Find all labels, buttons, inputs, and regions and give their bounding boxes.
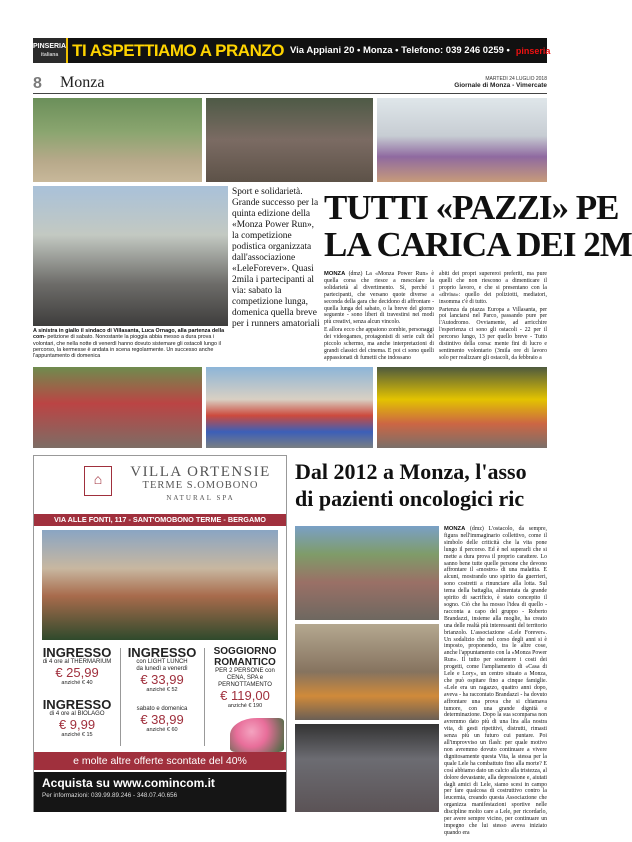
offer-biolago <box>38 698 116 739</box>
ad-brand <box>118 464 283 504</box>
villa-logo-icon: ⌂ <box>84 466 112 496</box>
villa-ortensie-ad[interactable] <box>33 455 287 812</box>
offer-days: da lunedì a venerdì <box>136 666 188 672</box>
offer-title: INGRESSO <box>42 645 112 660</box>
brand-tagline: NATURAL SPA <box>166 494 235 502</box>
headline-line-2: LA CARICA DEI 2M <box>324 225 632 264</box>
offer-light-lunch <box>122 646 202 694</box>
photo-costume-group <box>377 98 547 182</box>
photo-costumed-runners <box>206 98 373 182</box>
offer-sub: con LIGHT LUNCH <box>136 659 188 665</box>
offer-romantic-stay <box>206 646 284 710</box>
brand-subname: TERME S.OMOBONO <box>142 480 259 491</box>
section-title: Monza <box>60 74 105 91</box>
article-body-col-2 <box>439 271 547 361</box>
offer-note: anziché € 190 <box>227 703 263 709</box>
offer-divider <box>204 648 205 746</box>
page-number: 8 <box>33 75 42 92</box>
masthead <box>454 76 547 89</box>
offer-note: anziché € 15 <box>61 732 93 738</box>
banner-contact-info: Via Appiani 20 • Monza • Telefono: 039 246 0259 • <box>289 45 510 56</box>
pinseria-logo <box>33 38 68 63</box>
headline-line-1: TUTTI «PAZZI» PE <box>324 188 619 227</box>
article-headline <box>324 188 632 271</box>
offer-price: € 38,99 <box>140 712 184 727</box>
caption-bold: A sinistra in giallo il sindaco di Villasanta, Luca Ornago, alla partenza della com- <box>33 328 225 341</box>
offer-price: € 33,99 <box>140 672 184 687</box>
offer-price: € 9,99 <box>58 717 96 732</box>
issue-date: MARTEDI 24 LUGLIO 2018 <box>485 76 547 82</box>
ad-footer <box>34 772 286 812</box>
offer-sub: di 4 ore al BIOLAGO <box>49 711 105 717</box>
more-offers-banner: e molte altre offerte scontate del 40% <box>34 752 286 770</box>
headline2-line-2: di pazienti oncologici ric <box>295 486 525 511</box>
offer-price: € 119,00 <box>220 688 270 703</box>
photo-costume-runners <box>295 624 439 720</box>
offer-days: sabato e domenica <box>136 706 188 712</box>
offer-title: SOGGIORNO ROMANTICO <box>213 646 277 668</box>
photo-runners-street <box>33 367 202 448</box>
flowers-image <box>230 718 284 752</box>
offer-price: € 25,99 <box>55 665 99 680</box>
brand-name: VILLA ORTENSIE <box>130 464 271 480</box>
offer-title: INGRESSO <box>127 645 197 660</box>
offer-weekend <box>122 706 202 734</box>
offer-sub: di 4 ore al THERMARIUM <box>42 659 112 665</box>
caption-text: petizione di sabato. Nonostante la pioggia abbia messo a dura prova i volontari, che nella notte di venerdì hanno dovuto sistemare gli ostacoli lungo il percorso, la kermesse è andata in scena regolarmente. Un successo anche l'appuntamento di domenica <box>33 334 221 360</box>
headline2-line-1: Dal 2012 a Monza, l'asso <box>295 459 527 484</box>
top-banner-ad[interactable] <box>33 38 590 63</box>
banner-headline: TI ASPETTIAMO A PRANZO <box>72 40 284 60</box>
ad-contact: Per informazioni: 039.99.89.246 - 348.07.40.656 <box>42 792 178 799</box>
body-para-3: abiti dei propri supereroi preferiti, ma pure quelli che non riescono a dimenticare il proprio lavoro, e che si presentano con la «divisa»: quello dei poliziotti, mediatori, insomma c'è di tutto. <box>439 271 547 305</box>
villa-photo <box>42 530 278 640</box>
article-summary: Sport e solidarietà. Grande successo per la quinta edizione della «Monza Power Run», la competizione podistica organizzata dall'associazione «LeleForever». Quasi 2mila i partecipanti al via: sabato la competizione lunga, domenica quella breve per i runners amatoriali <box>232 187 320 329</box>
header-divider <box>33 93 547 94</box>
photo-inflatable-obstacle <box>206 367 373 448</box>
ad-address: VIA ALLE FONTI, 117 - SANT'OMOBONO TERME - BERGAMO <box>34 514 286 526</box>
body-para-2: E allora ecco che appaiono zombie, personaggi dei videogames, protagonisti di serie cult del piccolo schermo, ma anche interpretazioni di grandi classici del cinema. E poi ci sono quelli appassionati di fumetti che indossano <box>324 327 434 361</box>
offer-divider <box>120 648 121 746</box>
article2-body <box>444 526 547 836</box>
offer-title: INGRESSO <box>42 697 112 712</box>
photo-caption <box>33 328 228 359</box>
body-para-4: Partenza da piazza Europa a Villasanta, per poi lanciarsi nel Parco, passando pure per l'Autodromo. Ovviamente, ad arricchire l'esperienza ci sono gli ostacoli - 22 per il percorso lungo, 13 per quello breve - Tutto distintivo della corsa: mente fini di lucro e sentimento volontario (3mila ore di lavoro solo per realizzare gli ostacoli, da febbraio a <box>439 306 547 361</box>
offer-note: anziché € 40 <box>61 680 93 686</box>
offer-note: anziché € 52 <box>146 687 178 693</box>
dateline: MONZA <box>324 271 346 277</box>
offer-note: anziché € 60 <box>146 727 178 733</box>
newspaper-name: Giornale di Monza - Vimercate <box>454 82 547 89</box>
photo-runners-group <box>295 526 439 620</box>
photo-race-start <box>33 186 228 326</box>
ad-cta-link[interactable]: Acquista su www.comincom.it <box>42 776 215 790</box>
logo-subtext: italiana <box>40 51 59 58</box>
banner-website[interactable] <box>516 46 590 56</box>
photo-runners-park <box>33 98 202 182</box>
photo-runner-yellow <box>377 367 547 448</box>
article2-text: (dmz) L'ostacolo, da sempre, figura nell'immaginario collettivo, come il simbolo delle criticità che la vita pone lungo il percorso. Ed è nel superarli che si mette a dura prova il proprio carattere. Lo sanno bene tutte quelle persone che devono affrontare il «mostro» di una malattia. E alcuni, mostrando uno spirito da guerrieri, sono costretti a rinunciare alla lotta. Sul tema della battaglia, alimentata da grande spirito di sacrificio, è stato concepito il sogno. Ciò che ha mosso l'idea di quello - racconta a capo del gruppo - Roberto Brandazzi, insieme alla moglie, ha creato una delle realtà più interessanti del territorio brianzolo. L'associazione «Lele Forever». Un sodalizio che nel corso degli anni si è imposto, proponendo, tra le altre cose, anche l'appuntamento con la «Monza Power Run». Il tutto per sostenere i costi dei progetti, come l'ampliamento di «Casa di Lele e Lory», un centro situato a Monza, che può ospitare fino a cinque famiglie. «Lele era un ragazzo, quattro anni dopo, aveva - ha raccontato Brandazzi - ha dovuto affrontare una prova che si chiamava tumore, con una grande dignità e determinazione. Dopo la sua scomparsa non avremmo dato più di una lira alla nostra vita, di gesti ripetitivi, distrutti, rimasti senza più un futuro cui puntare. Poi all'improvviso un flash: per quale motivo non avremmo dovuto continuare a vivere dignitosamente questa Vita, la stessa per la quale Lele ha combattuto fino alla morte? E così abbiamo dato un calcio alla tristezza, al dolore devastante, alla depressione e, aiutati dagli amici di Lele, siamo scesi in campo per fare qualcosa di costruttivo contro la leucemia, creando questa Associazione che organizza manifestazioni sportive nelle discipline molto care a Lele, per ricordarlo, per avere sempre vicino, per continuare un impegno che lui stesso aveva iniziato quando era <box>444 526 547 836</box>
banner-site-a: pinseria <box>515 45 551 56</box>
photo-running-crowd <box>295 724 439 812</box>
article-body-col-1 <box>324 271 434 361</box>
offer-sub: PER 2 PERSONE con CENA, SPA e PERNOTTAMENTO <box>215 668 275 688</box>
dateline: MONZA <box>444 526 466 532</box>
article2-headline <box>295 458 580 522</box>
logo-text: PINSERIA <box>33 42 67 50</box>
banner-site-b: italiana.it <box>550 45 590 56</box>
offer-thermarium <box>38 646 116 687</box>
body-para-1: (dmz) La «Monza Power Run» è quella corsa che riesce a mescolare la solidarietà al divertimento. Sì, perché i partecipanti, che versano quote diverse a seconda della gara che decidono di affrontare - quella lunga del sabato, o la breve del giorno seguente - sono liberi di travestirsi nei modi più creativi, senza alcun vincolo. <box>324 271 434 326</box>
